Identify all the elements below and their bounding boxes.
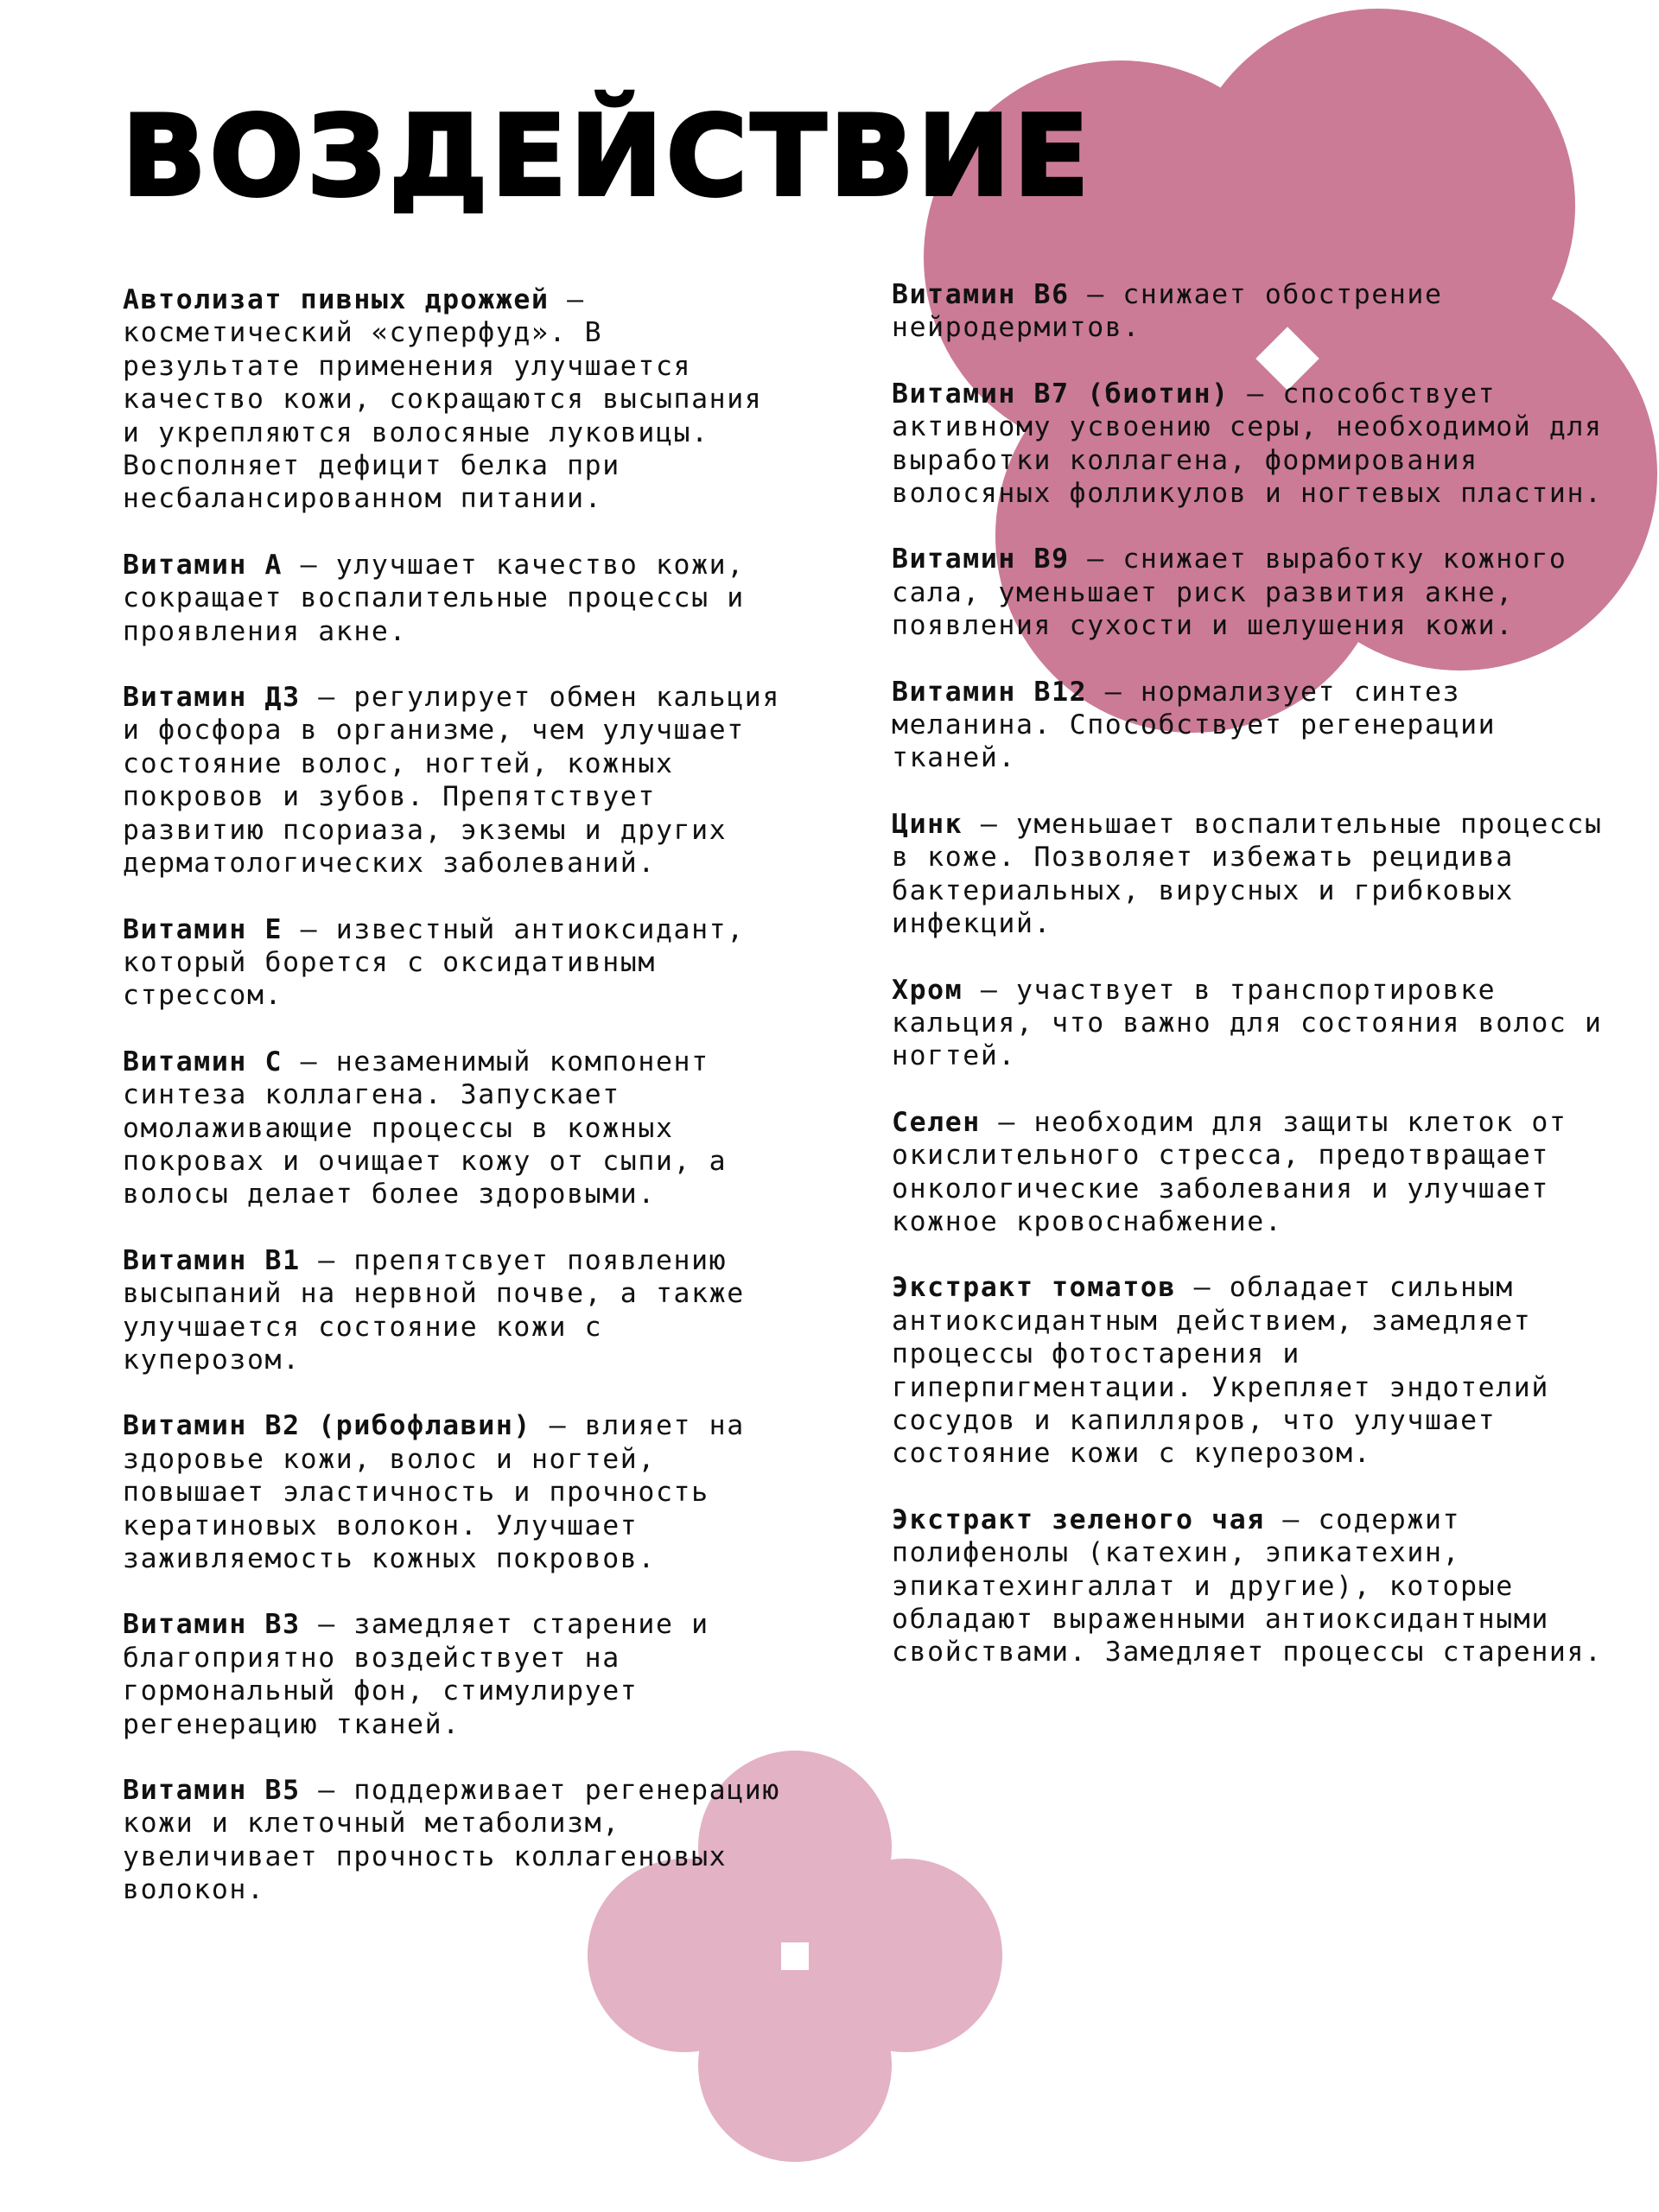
ingredient-description: — влияет на здоровье кожи, волос и ногтей, повышает эластичность и прочность кератиновых волокон. Улучшает заживляемость кожных покровов.	[123, 1410, 745, 1574]
ingredient-description: — способствует активному усвоению серы, необходимой для выработки коллагена, формирования волосяных фолликулов и ногтевых пластин.	[892, 378, 1603, 510]
ingredient-term: Витамин Д3	[123, 682, 301, 714]
ingredient-entry-selenium	[892, 1106, 1618, 1239]
ingredient-description: — содержит полифенолы (катехин, эпикатехин, эпикатехингаллат и другие), которые обладают выраженными антиоксидантными свойствами. Замедляет процессы старения.	[892, 1503, 1603, 1669]
ingredient-description: — поддерживает регенерацию кожи и клеточный метаболизм, увеличивает прочность коллагеновых волокон.	[123, 1775, 780, 1906]
ingredient-description: — незаменимый компонент синтеза коллагена. Запускает омолаживающие процессы в кожных покровах и очищает кожу от сыпи, а волосы делает более здоровыми.	[123, 1046, 728, 1211]
ingredient-description: — снижает выработку кожного сала, уменьшает риск развития акне, появления сухости и шелушения кожи.	[892, 543, 1567, 642]
ingredient-entry-vitamin-b6	[892, 278, 1618, 345]
ingredient-entry-vitamin-c	[123, 1046, 797, 1211]
ingredient-entry-vitamin-b9	[892, 543, 1618, 642]
ingredient-entry-vitamin-e	[123, 913, 797, 1013]
ingredient-entry-vitamin-b12	[892, 676, 1618, 775]
ingredient-term: Витамин B12	[892, 676, 1088, 708]
ingredient-entry-tomato-extract	[892, 1271, 1618, 1470]
ingredient-description: — замедляет старение и благоприятно воздействует на гормональный фон, стимулирует регенерацию тканей.	[123, 1609, 709, 1740]
ingredient-entry-chromium	[892, 974, 1618, 1073]
ingredient-description: — снижает обострение нейродермитов.	[892, 279, 1443, 344]
ingredient-entry-vitamin-b5	[123, 1774, 797, 1907]
ingredient-entry-zinc	[892, 808, 1618, 941]
ingredient-term: Витамин С	[123, 1046, 283, 1077]
ingredient-term: Автолизат пивных дрожжей	[123, 284, 550, 315]
ingredient-entry-green-tea-extract	[892, 1503, 1618, 1669]
ingredient-entry-vitamin-d3	[123, 681, 797, 880]
ingredient-entry-vitamin-b7	[892, 378, 1618, 511]
ingredient-description: — необходим для защиты клеток от окислительного стресса, предотвращает онкологические заболевания и улучшает кожное кровоснабжение.	[892, 1106, 1567, 1237]
ingredient-term: Селен	[892, 1106, 981, 1138]
ingredient-description: — регулирует обмен кальция и фосфора в организме, чем улучшает состояние волос, ногтей, кожных покровов и зубов. Препятствует развитию псориаза, экземы и других дерматологических заболеваний.	[123, 682, 780, 880]
small-flower-center-gap	[781, 1942, 809, 1970]
ingredient-term: Витамин А	[123, 549, 283, 581]
right-column	[892, 278, 1618, 1702]
ingredient-term: Витамин B7 (биотин)	[892, 378, 1230, 410]
page-title: ВОЗДЕЙСТВИЕ	[122, 92, 1093, 221]
ingredient-term: Витамин B6	[892, 279, 1070, 310]
ingredient-description: — уменьшает воспалительные процессы в коже. Позволяет избежать рецидива бактериальных, вирусных и грибковых инфекций.	[892, 808, 1603, 940]
ingredient-term: Хром	[892, 974, 963, 1006]
ingredient-description: — улучшает качество кожи, сокращает воспалительные процессы и проявления акне.	[123, 549, 745, 647]
ingredient-description: — нормализует синтез меланина. Способствует регенерации тканей.	[892, 676, 1497, 774]
ingredient-description: — обладает сильным антиоксидантным действием, замедляет процессы фотостарения и гиперпигментации. Укрепляет эндотелий сосудов и капилляров, что улучшает состояние кожи с куперозом.	[892, 1272, 1549, 1470]
left-column	[123, 283, 797, 1940]
ingredient-term: Цинк	[892, 808, 963, 840]
ingredient-term: Витамин B3	[123, 1609, 301, 1641]
ingredient-description: — препятсвует появлению высыпаний на нервной почве, а также улучшается состояние кожи с куперозом.	[123, 1244, 745, 1376]
ingredient-term: Витамин B1	[123, 1244, 301, 1276]
ingredient-entry-vitamin-a	[123, 549, 797, 648]
ingredient-term: Витамин Е	[123, 913, 283, 945]
ingredient-term: Витамин B5	[123, 1775, 301, 1807]
ingredient-term: Экстракт зеленого чая	[892, 1503, 1265, 1535]
ingredient-description: — известный антиоксидант, который борется с оксидативным стрессом.	[123, 913, 745, 1012]
ingredient-term: Витамин B2 (рибофлавин)	[123, 1410, 531, 1442]
ingredient-entry-vitamin-b1	[123, 1244, 797, 1377]
ingredient-entry-vitamin-b2	[123, 1409, 797, 1575]
ingredient-term: Экстракт томатов	[892, 1272, 1177, 1304]
ingredient-entry-brewers-yeast	[123, 283, 797, 516]
ingredient-entry-vitamin-b3	[123, 1608, 797, 1741]
ingredient-description: — косметический «суперфуд». В результате применения улучшается качество кожи, сокращаются высыпания и укрепляются волосяные луковицы. Восполняет дефицит белка при несбалансированном питании.	[123, 284, 763, 515]
ingredient-term: Витамин B9	[892, 543, 1070, 575]
ingredient-description: — участвует в транспортировке кальция, что важно для состояния волос и ногтей.	[892, 974, 1603, 1072]
